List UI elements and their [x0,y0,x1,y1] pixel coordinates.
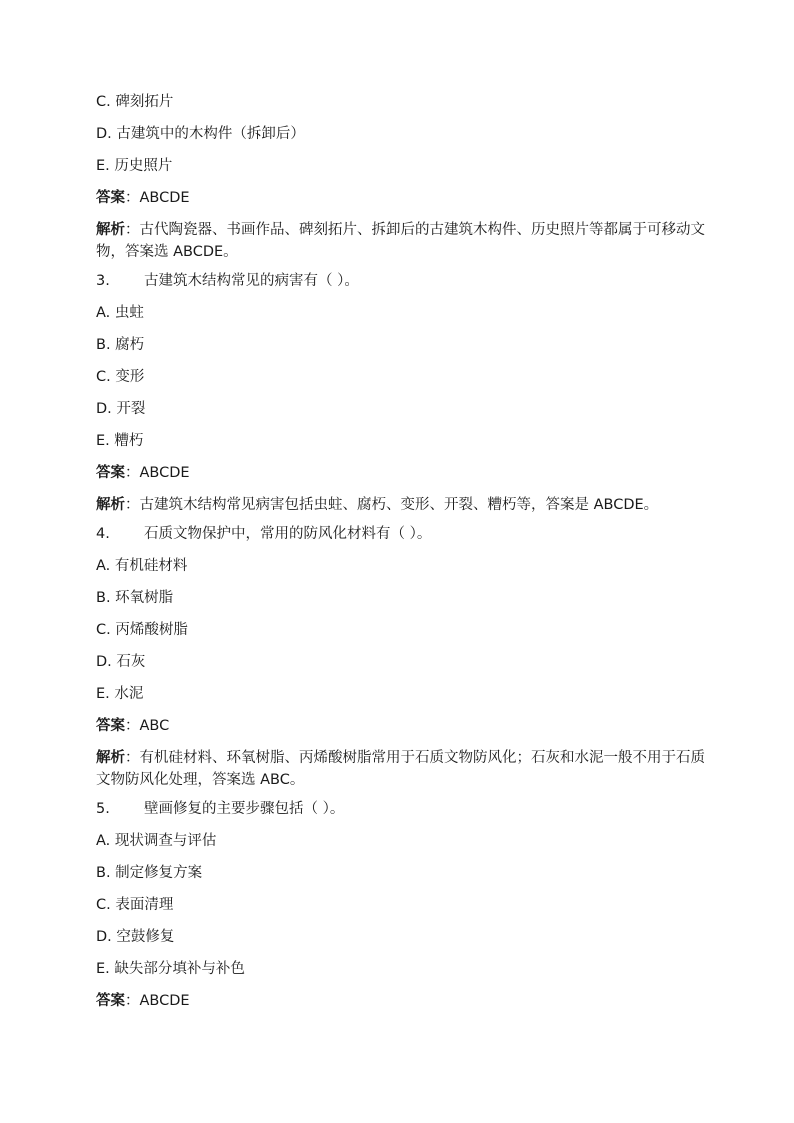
q2-option-d: D. 古建筑中的木构件（拆卸后） [96,126,305,142]
question-text: 古建筑木结构常见的病害有（ ）。 [144,273,359,289]
answer-value: ：ABCDE [125,190,190,206]
answer-label: 答案 [96,718,125,734]
q3-stem [96,271,706,292]
q5-option-b: B. 制定修复方案 [96,865,203,881]
q4-option-b: B. 环氧树脂 [96,590,174,606]
answer-value: ：ABCDE [125,993,190,1009]
q5-answer [96,991,706,1012]
explanation-label: 解析 [96,750,125,766]
explanation-text: ：有机硅材料、环氧树脂、丙烯酸树脂常用于石质文物防风化；石灰和水泥一般不用于石质文物防风化处理，答案选 ABC。 [96,750,705,788]
answer-label: 答案 [96,465,125,481]
question-number: 4. [96,526,110,542]
q5-option-e: E. 缺失部分填补与补色 [96,961,245,977]
q3-explanation [96,494,706,516]
explanation-label: 解析 [96,222,125,238]
q5-option-a: A. 现状调查与评估 [96,833,217,849]
q3-option-b: B. 腐朽 [96,337,145,353]
q2-explanation [96,219,706,263]
q4-option-c: C. 丙烯酸树脂 [96,622,188,638]
q2-option-c: C. 碑刻拓片 [96,94,174,110]
q5-stem [96,799,706,820]
q3-option-a: A. 虫蛀 [96,305,144,321]
q3-option-d: D. 开裂 [96,401,146,417]
q2-answer [96,188,706,209]
q4-answer [96,716,706,737]
q3-answer [96,463,706,484]
q4-explanation [96,747,706,791]
question-text: 壁画修复的主要步骤包括（ ）。 [144,801,345,817]
question-number: 5. [96,801,110,817]
explanation-label: 解析 [96,497,125,513]
q4-option-d: D. 石灰 [96,654,146,670]
q3-option-e: E. 糟朽 [96,433,144,449]
explanation-text: ：古代陶瓷器、书画作品、碑刻拓片、拆卸后的古建筑木构件、历史照片等都属于可移动文物，答案选 ABCDE。 [96,222,705,260]
question-number: 3. [96,273,110,289]
explanation-text: ：古建筑木结构常见病害包括虫蛀、腐朽、变形、开裂、糟朽等，答案是 ABCDE。 [125,497,659,513]
answer-value: ：ABCDE [125,465,190,481]
q4-option-e: E. 水泥 [96,686,144,702]
answer-label: 答案 [96,993,125,1009]
q2-option-e: E. 历史照片 [96,158,173,174]
q4-option-a: A. 有机硅材料 [96,558,188,574]
q5-option-c: C. 表面清理 [96,897,174,913]
answer-label: 答案 [96,190,125,206]
answer-value: ：ABC [125,718,170,734]
question-text: 石质文物保护中，常用的防风化材料有（ ）。 [144,526,432,542]
document-page [96,92,706,1023]
q4-stem [96,524,706,545]
q5-option-d: D. 空鼓修复 [96,929,175,945]
q3-option-c: C. 变形 [96,369,145,385]
